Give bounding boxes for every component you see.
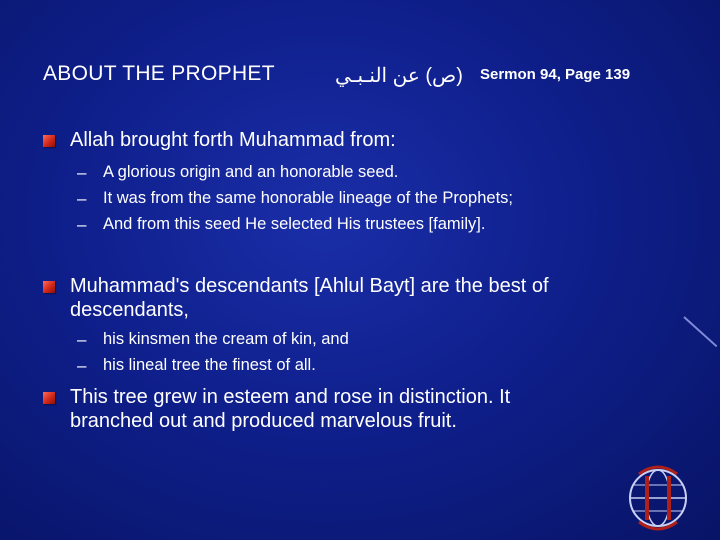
bullet-text-line: descendants, [70,299,189,321]
dash-icon: – [77,163,87,182]
sub-bullet-text: And from this seed He selected His trustees [family]. [103,215,486,233]
globe-emblem-icon [617,462,699,532]
sub-bullet-text: A glorious origin and an honorable seed. [103,163,399,181]
sub-bullet-text: his lineal tree the finest of all. [103,356,316,374]
bullet-text-line: This tree grew in esteem and rose in distinction. It [70,386,511,408]
bullet-text-line: Muhammad's descendants [Ahlul Bayt] are the best of [70,275,549,297]
dash-icon: – [77,356,87,375]
sub-bullet-text: It was from the same honorable lineage of the Prophets; [103,189,513,207]
bullet-text-line: branched out and produced marvelous fruit. [70,410,457,432]
bullet-square-icon [43,281,55,293]
dash-icon: – [77,215,87,234]
slide-header [43,62,683,92]
arabic-subtitle: (ص) عن النـبـي [335,65,463,87]
slide-title: ABOUT THE PROPHET [43,62,275,85]
bullet-square-icon [43,392,55,404]
bullet-square-icon [43,135,55,147]
decorative-line [683,316,717,347]
sub-bullet-text: his kinsmen the cream of kin, and [103,330,349,348]
sermon-reference: Sermon 94, Page 139 [480,66,631,83]
dash-icon: – [77,330,87,349]
bullet-text: Allah brought forth Muhammad from: [70,129,396,151]
dash-icon: – [77,189,87,208]
